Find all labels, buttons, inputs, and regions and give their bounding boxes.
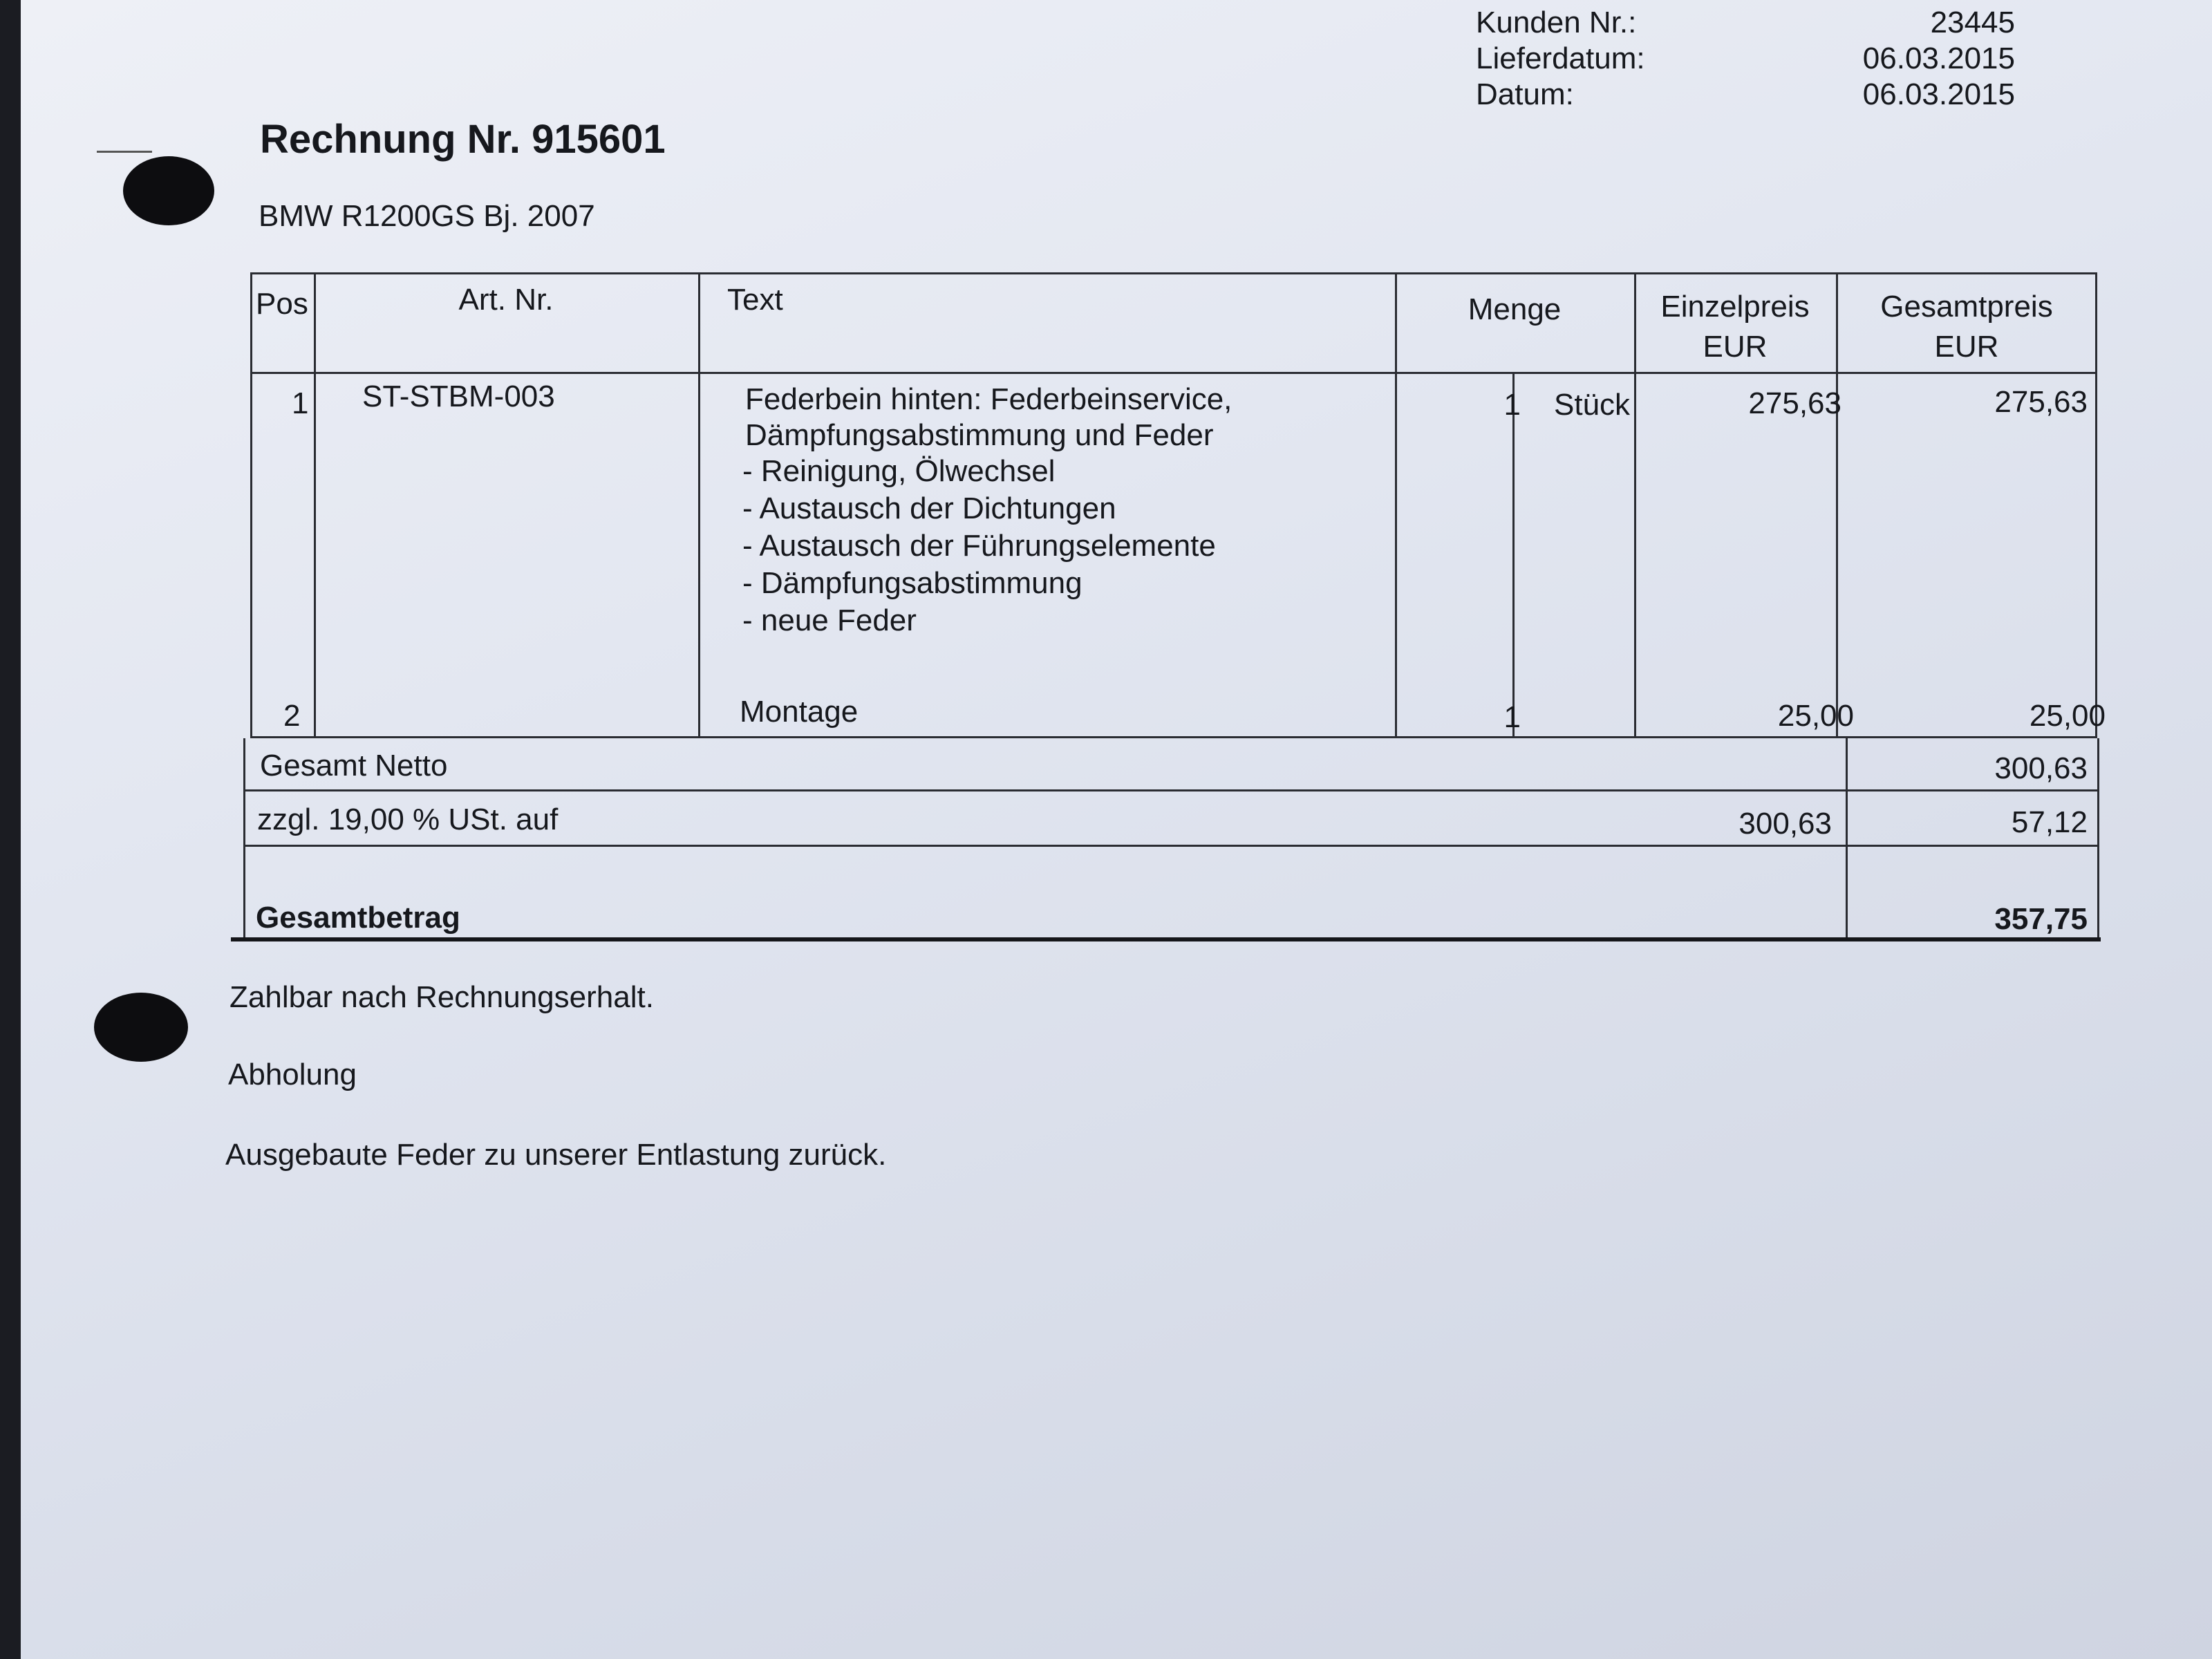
item-unit-price: 275,63 xyxy=(1748,386,1841,420)
col-header-einzelpreis: Einzelpreis xyxy=(1660,290,1810,324)
fold-mark xyxy=(97,151,152,153)
punch-hole-bottom xyxy=(94,993,188,1062)
item-unit-price: 25,00 xyxy=(1777,699,1854,733)
col-header-gesamtpreis-unit: EUR xyxy=(1934,330,1999,364)
col-header-gesamtpreis: Gesamtpreis xyxy=(1880,290,2053,324)
item-text-line: Montage xyxy=(740,695,859,729)
gross-total-label: Gesamtbetrag xyxy=(256,901,460,935)
vat-label: zzgl. 19,00 % USt. auf xyxy=(257,803,559,836)
item-total: 275,63 xyxy=(1994,385,2088,419)
customer-no: 23445 xyxy=(1930,6,2015,39)
item-text-line: - Dämpfungsabstimmung xyxy=(742,566,1082,600)
punch-hole-top xyxy=(123,156,214,225)
net-total-label: Gesamt Netto xyxy=(260,749,448,782)
vat-value: 57,12 xyxy=(2011,805,2088,839)
col-header-pos: Pos xyxy=(256,287,308,321)
customer-no-label: Kunden Nr.: xyxy=(1476,6,1637,39)
item-text-line: - Austausch der Dichtungen xyxy=(742,491,1116,525)
item-total: 25,00 xyxy=(2029,699,2106,733)
item-text-line: Federbein hinten: Federbeinservice, xyxy=(745,382,1232,416)
item-text-line: - Reinigung, Ölwechsel xyxy=(742,454,1056,488)
spring-return-note: Ausgebaute Feder zu unserer Entlastung zurück. xyxy=(225,1138,887,1172)
item-art-nr: ST-STBM-003 xyxy=(362,379,555,413)
col-header-text: Text xyxy=(727,283,783,317)
payment-terms: Zahlbar nach Rechnungserhalt. xyxy=(229,980,654,1014)
col-header-art-nr: Art. Nr. xyxy=(458,283,554,317)
delivery-date: 06.03.2015 xyxy=(1862,41,2015,75)
item-qty: 1 xyxy=(1503,388,1521,422)
delivery-date-label: Lieferdatum: xyxy=(1476,41,1645,75)
gross-total-value: 357,75 xyxy=(1994,902,2088,936)
col-header-einzelpreis-unit: EUR xyxy=(1703,330,1768,364)
item-text-line: Dämpfungsabstimmung und Feder xyxy=(745,418,1214,452)
pickup-note: Abholung xyxy=(228,1058,357,1091)
item-text-line: - Austausch der Führungselemente xyxy=(742,529,1216,563)
item-text-line: - neue Feder xyxy=(742,603,917,637)
date: 06.03.2015 xyxy=(1862,77,2015,111)
item-unit: Stück xyxy=(1554,388,1631,422)
col-header-menge: Menge xyxy=(1468,292,1562,326)
vat-base: 300,63 xyxy=(1738,807,1832,841)
invoice-page xyxy=(21,0,2212,1659)
invoice-title: Rechnung Nr. 915601 xyxy=(260,117,666,162)
item-pos: 2 xyxy=(283,699,301,733)
item-pos: 1 xyxy=(292,386,309,420)
vehicle-info: BMW R1200GS Bj. 2007 xyxy=(259,199,595,233)
net-total-value: 300,63 xyxy=(1994,751,2088,785)
date-label: Datum: xyxy=(1476,77,1574,111)
item-qty: 1 xyxy=(1503,700,1521,734)
